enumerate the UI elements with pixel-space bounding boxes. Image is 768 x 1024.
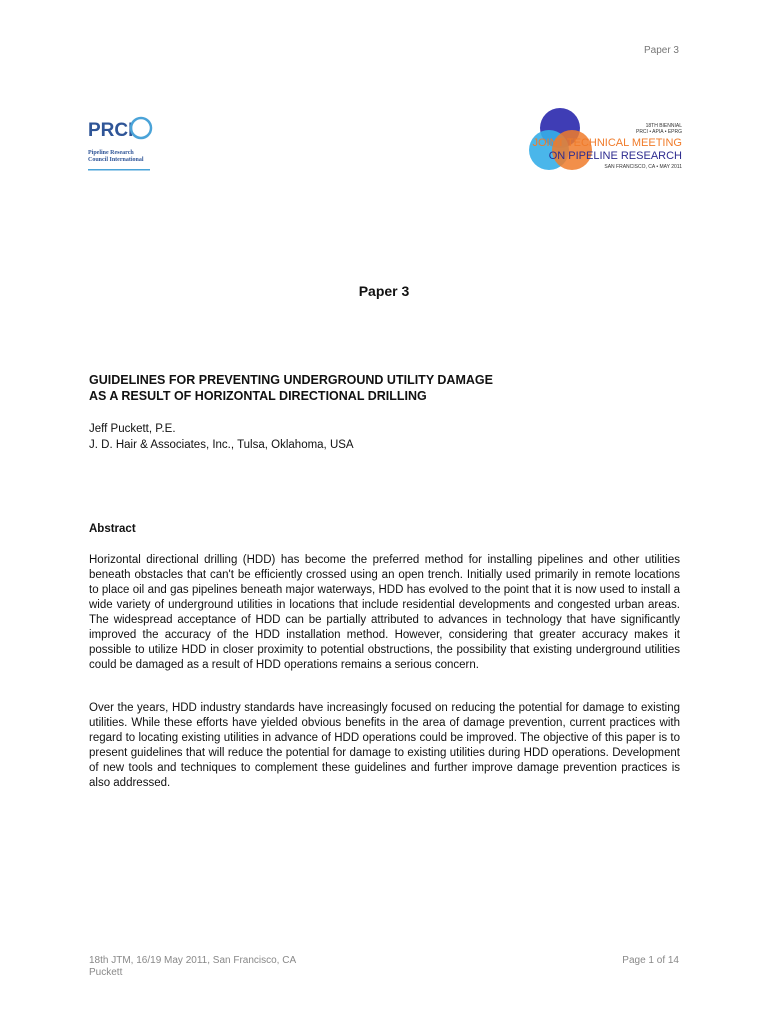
abstract-paragraph-2: Over the years, HDD industry standards have increasingly focused on reducing the potential for damage to existing utilities. While these efforts have yielded obvious benefits in the area of damage prevention, current practices with regard to locating existing utilities in advance of HDD operations could be improved. The objective of this paper is to present guidelines that will reduce the potential for damage to existing utilities during HDD operations. Development of new tools and techniques to complement these guidelines and further improve damage prevention practices is also addressed. xyxy=(89,702,680,789)
jtm-logo xyxy=(527,105,685,177)
paper-title xyxy=(89,372,689,404)
jtm-small2: PRCI • APIA • EPRG xyxy=(635,129,682,135)
author-name: Jeff Puckett, P.E. xyxy=(89,423,176,435)
jtm-big1: JOINT TECHNICAL MEETING xyxy=(532,137,682,149)
author-affiliation: J. D. Hair & Associates, Inc., Tulsa, Oklahoma, USA xyxy=(89,439,354,451)
prci-logo-line1: Pipeline Research xyxy=(88,150,134,156)
prci-logo-mark: PRCI xyxy=(88,120,134,141)
page-number: Page 1 of 14 xyxy=(622,955,679,966)
prci-logo xyxy=(86,112,166,176)
paper-title-line2: AS A RESULT OF HORIZONTAL DIRECTIONAL DRILLING xyxy=(89,389,427,403)
footer-event: 18th JTM, 16/19 May 2011, San Francisco, CA xyxy=(89,955,297,966)
footer-left xyxy=(89,955,296,979)
author-block xyxy=(89,421,689,453)
footer-author: Puckett xyxy=(89,967,123,978)
paper-title-line1: GUIDELINES FOR PREVENTING UNDERGROUND UTILITY DAMAGE xyxy=(89,373,493,387)
prci-logo-line2: Council International xyxy=(88,157,144,163)
abstract-paragraph-1: Horizontal directional drilling (HDD) has become the preferred method for installing pipelines and other utilities beneath obstacles that can't be efficiently crossed using an open trench. Initially used primarily in remote locations to place oil and gas pipelines beneath major waterways, HDD has evolved to the point that it is now used to install a wide variety of underground utilities in locations that include residential developments and congested urban areas. The widespread acceptance of HDD can be partially attributed to advances in technology that have significantly improved the accuracy of the HDD installation method. However, considering that greater accuracy makes it possible to utilize HDD in closer proximity to potential obstructions, the possibility that existing underground utilities could be damaged as a result of HDD operations remains a serious concern. xyxy=(89,554,680,671)
jtm-small3: SAN FRANCISCO, CA • MAY 2011 xyxy=(604,164,682,170)
abstract-heading: Abstract xyxy=(89,523,136,535)
jtm-big2: ON PIPELINE RESEARCH xyxy=(548,150,682,162)
jtm-small1: 18TH BIENNIAL xyxy=(645,123,682,129)
running-header: Paper 3 xyxy=(643,45,679,56)
paper-number: Paper 3 xyxy=(358,283,410,299)
